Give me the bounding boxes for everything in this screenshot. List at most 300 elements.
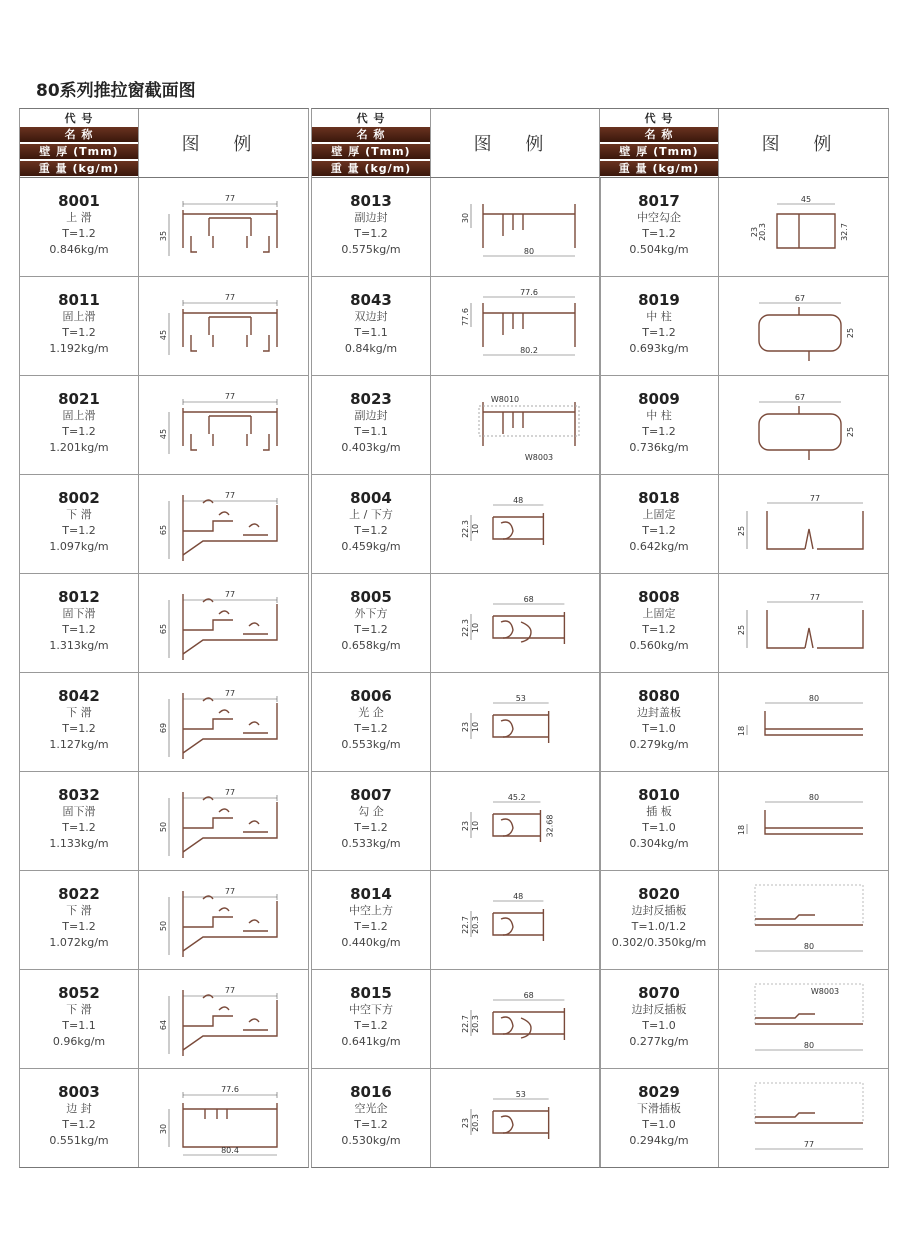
profile-weight: 0.641kg/m: [341, 1035, 401, 1048]
profile-info: [600, 673, 718, 771]
profile-drawing: [138, 178, 308, 276]
profile-thickness: T=1.0: [642, 1118, 676, 1131]
profile-thickness: T=1.2: [354, 821, 388, 834]
profile-weight: 0.533kg/m: [341, 837, 401, 850]
dimension-label: 77: [224, 986, 236, 995]
dimension-label: 77: [224, 887, 236, 896]
table-row: [600, 178, 888, 277]
table-header: [600, 109, 888, 178]
table-row: [20, 178, 308, 277]
dimension-label: 77.6: [461, 308, 470, 326]
dimension-label: 45: [159, 428, 168, 440]
dimension-label: 68: [523, 595, 534, 604]
dimension-label: W8003: [810, 987, 840, 996]
profile-weight: 0.504kg/m: [629, 243, 689, 256]
profile-weight: 1.201kg/m: [49, 441, 109, 454]
profile-info: [600, 772, 718, 870]
profile-code: 8005: [350, 588, 392, 606]
profile-thickness: T=1.2: [642, 623, 676, 636]
profile-name: 勾 企: [358, 805, 384, 818]
profile-code: 8042: [58, 687, 100, 705]
profile-info: [600, 574, 718, 672]
profile-name: 固下滑: [62, 607, 96, 620]
profile-name: 下 滑: [66, 904, 92, 917]
profile-name: 边封反插板: [631, 904, 687, 917]
profile-drawing: [138, 871, 308, 969]
profile-weight: 1.072kg/m: [49, 936, 109, 949]
profile-thickness: T=1.2: [354, 1118, 388, 1131]
profile-name: 中 柱: [646, 409, 672, 422]
profile-weight: 0.302/0.350kg/m: [611, 936, 707, 949]
dimension-label: 22.3: [461, 619, 470, 637]
profile-section-diagram: [719, 673, 887, 771]
profile-drawing: [430, 871, 600, 969]
profile-drawing: [138, 772, 308, 870]
table-row: [312, 277, 600, 376]
profile-name: 固上滑: [62, 409, 96, 422]
table-row: [20, 277, 308, 376]
profile-info: [312, 277, 430, 375]
profile-thickness: T=1.0/1.2: [631, 920, 687, 933]
profile-code: 8019: [638, 291, 680, 309]
profile-weight: 0.846kg/m: [49, 243, 109, 256]
profile-table-3: [599, 108, 889, 1168]
profile-drawing: [430, 673, 600, 771]
header-thickness: 壁 厚 (Tmm): [20, 144, 138, 159]
table-row: [20, 673, 308, 772]
table-row: [20, 871, 308, 970]
dimension-label: 20.3: [471, 1015, 480, 1033]
profile-info: [20, 970, 138, 1068]
profile-name: 下 滑: [66, 508, 92, 521]
header-thickness: 壁 厚 (Tmm): [600, 144, 718, 159]
profile-name: 边封盖板: [637, 706, 681, 719]
profile-section-diagram: [719, 475, 887, 573]
profile-thickness: T=1.2: [354, 722, 388, 735]
table-row: [600, 871, 888, 970]
table-row: [20, 970, 308, 1069]
profile-weight: 0.440kg/m: [341, 936, 401, 949]
header-name: 名 称: [600, 127, 718, 142]
profile-code: 8011: [58, 291, 100, 309]
profile-section-diagram: [139, 970, 307, 1068]
dimension-label: 18: [737, 725, 746, 737]
profile-drawing: [718, 574, 888, 672]
profile-name: 固上滑: [62, 310, 96, 323]
table-row: [600, 376, 888, 475]
dimension-label: 30: [159, 1123, 168, 1135]
table-row: [312, 970, 600, 1069]
dimension-label: 77: [224, 788, 236, 797]
profile-name: 中空上方: [349, 904, 393, 917]
profile-info: [20, 673, 138, 771]
profile-thickness: T=1.2: [62, 227, 96, 240]
dimension-label: 80: [523, 247, 535, 256]
profile-weight: 0.560kg/m: [629, 639, 689, 652]
dimension-label: 68: [523, 991, 534, 1000]
profile-drawing: [430, 475, 600, 573]
profile-thickness: T=1.2: [62, 821, 96, 834]
dimension-label: 32.7: [840, 223, 849, 241]
dimension-label: 65: [159, 623, 168, 635]
table-row: [600, 772, 888, 871]
profile-info: [20, 376, 138, 474]
profile-info: [312, 1069, 430, 1167]
profile-section-diagram: [719, 376, 887, 474]
dimension-label: 48: [513, 496, 524, 505]
profile-drawing: [718, 277, 888, 375]
dimension-label: 10: [471, 820, 480, 832]
profile-info: [600, 376, 718, 474]
table-row: [312, 475, 600, 574]
dimension-label: 45: [800, 195, 812, 204]
profile-thickness: T=1.2: [354, 1019, 388, 1032]
profile-code: 8043: [350, 291, 392, 309]
profile-info: [20, 475, 138, 573]
profile-info: [312, 970, 430, 1068]
profile-weight: 0.553kg/m: [341, 738, 401, 751]
dimension-label: 77: [224, 689, 236, 698]
profile-weight: 0.403kg/m: [341, 441, 401, 454]
profile-info: [20, 871, 138, 969]
profile-code: 8007: [350, 786, 392, 804]
dimension-label: W8010: [490, 395, 520, 404]
dimension-label: 32.68: [545, 814, 555, 838]
profile-thickness: T=1.2: [62, 920, 96, 933]
profile-section-diagram: [139, 178, 307, 276]
profile-weight: 1.133kg/m: [49, 837, 109, 850]
profile-drawing: [718, 772, 888, 870]
table-header: [312, 109, 600, 178]
dimension-label: 77: [224, 194, 236, 203]
dimension-label: 80.2: [520, 346, 538, 355]
profile-info: [20, 1069, 138, 1167]
profile-info: [600, 1069, 718, 1167]
dimension-label: 23: [750, 226, 759, 238]
profile-section-diagram: [139, 772, 307, 870]
profile-section-diagram: [139, 673, 307, 771]
dimension-label: 30: [461, 212, 470, 224]
profile-info: [600, 871, 718, 969]
profile-thickness: T=1.2: [62, 623, 96, 636]
profile-code: 8070: [638, 984, 680, 1002]
profile-code: 8014: [350, 885, 392, 903]
profile-section-diagram: [719, 574, 887, 672]
dimension-label: 25: [846, 426, 855, 438]
header-code: 代 号: [20, 111, 138, 126]
profile-info: [600, 178, 718, 276]
profile-drawing: [430, 772, 600, 870]
dimension-label: 45: [159, 329, 168, 341]
profile-name: 下 滑: [66, 706, 92, 719]
profile-section-diagram: [431, 772, 599, 870]
profile-name: 上固定: [642, 508, 676, 521]
profile-name: 副边封: [354, 211, 388, 224]
table-row: [600, 673, 888, 772]
profile-name: 空光企: [354, 1102, 388, 1115]
profile-section-diagram: [139, 277, 307, 375]
dimension-label: 23: [461, 1117, 470, 1129]
profile-thickness: T=1.2: [642, 425, 676, 438]
profile-weight: 1.192kg/m: [49, 342, 109, 355]
profile-info: [600, 970, 718, 1068]
profile-drawing: [430, 970, 600, 1068]
profile-drawing: [138, 1069, 308, 1167]
profile-code: 8006: [350, 687, 392, 705]
profile-info: [312, 772, 430, 870]
profile-section-diagram: [139, 574, 307, 672]
profile-code: 8015: [350, 984, 392, 1002]
dimension-label: 53: [515, 694, 526, 703]
table-row: [600, 574, 888, 673]
profile-code: 8008: [638, 588, 680, 606]
header-name: 名 称: [20, 127, 138, 142]
profile-name: 边封反插板: [631, 1003, 687, 1016]
dimension-label: 77: [809, 593, 821, 602]
dimension-label: 50: [159, 821, 168, 833]
profile-info: [600, 277, 718, 375]
profile-code: 8003: [58, 1083, 100, 1101]
header-weight: 重 量 (kg/m): [600, 161, 718, 176]
profile-section-diagram: [719, 970, 887, 1068]
profile-drawing: [138, 277, 308, 375]
profile-info: [312, 574, 430, 672]
table-row: [312, 871, 600, 970]
profile-table-1: [19, 108, 309, 1168]
profile-thickness: T=1.2: [354, 524, 388, 537]
profile-code: 8012: [58, 588, 100, 606]
header-weight: 重 量 (kg/m): [312, 161, 430, 176]
profile-thickness: T=1.1: [62, 1019, 96, 1032]
profile-name: 固下滑: [62, 805, 96, 818]
profile-drawing: [718, 673, 888, 771]
profile-name: 外下方: [354, 607, 388, 620]
dimension-label: 80: [803, 942, 815, 951]
profile-weight: 0.642kg/m: [629, 540, 689, 553]
profile-section-diagram: [431, 178, 599, 276]
profile-drawing: [718, 1069, 888, 1167]
profile-thickness: T=1.0: [642, 821, 676, 834]
table-row: [600, 970, 888, 1069]
profile-thickness: T=1.1: [354, 326, 388, 339]
profile-info: [20, 574, 138, 672]
profile-code: 8029: [638, 1083, 680, 1101]
profile-thickness: T=1.2: [354, 920, 388, 933]
profile-info: [20, 178, 138, 276]
table-row: [20, 772, 308, 871]
dimension-label: 77.6: [221, 1085, 239, 1094]
profile-section-diagram: [431, 376, 599, 474]
profile-info: [20, 772, 138, 870]
profile-weight: 0.736kg/m: [629, 441, 689, 454]
table-row: [600, 277, 888, 376]
profile-thickness: T=1.2: [642, 227, 676, 240]
profile-drawing: [430, 1069, 600, 1167]
profile-drawing: [718, 178, 888, 276]
table-row: [312, 1069, 600, 1167]
profile-info: [312, 376, 430, 474]
profile-drawing: [430, 376, 600, 474]
header-weight: 重 量 (kg/m): [20, 161, 138, 176]
profile-name: 副边封: [354, 409, 388, 422]
header-legend: 图 例: [138, 109, 308, 177]
profile-code: 8021: [58, 390, 100, 408]
profile-info: [600, 475, 718, 573]
dimension-label: 25: [737, 624, 746, 636]
dimension-label: 77: [224, 491, 236, 500]
header-name: 名 称: [312, 127, 430, 142]
profile-code: 8022: [58, 885, 100, 903]
profile-code: 8009: [638, 390, 680, 408]
profile-info: [312, 673, 430, 771]
profile-code: 8020: [638, 885, 680, 903]
profile-section-diagram: [719, 178, 887, 276]
profile-section-diagram: [431, 574, 599, 672]
profile-name: 中空下方: [349, 1003, 393, 1016]
profile-weight: 0.304kg/m: [629, 837, 689, 850]
profile-weight: 0.693kg/m: [629, 342, 689, 355]
profile-section-diagram: [431, 871, 599, 969]
profile-code: 8080: [638, 687, 680, 705]
profile-weight: 1.097kg/m: [49, 540, 109, 553]
profile-drawing: [138, 475, 308, 573]
dimension-label: 80: [808, 694, 820, 703]
profile-drawing: [718, 376, 888, 474]
dimension-label: W8003: [524, 453, 554, 462]
profile-drawing: [718, 475, 888, 573]
dimension-label: 77: [224, 392, 236, 401]
profile-code: 8004: [350, 489, 392, 507]
dimension-label: 23: [461, 820, 470, 832]
table-row: [312, 376, 600, 475]
profile-section-diagram: [719, 277, 887, 375]
dimension-label: 77: [803, 1140, 815, 1149]
header-code: 代 号: [600, 111, 718, 126]
profile-thickness: T=1.2: [62, 425, 96, 438]
profile-thickness: T=1.2: [354, 227, 388, 240]
dimension-label: 20.3: [471, 916, 480, 934]
dimension-label: 23: [461, 721, 470, 733]
profile-name: 边 封: [66, 1102, 92, 1115]
dimension-label: 10: [471, 721, 480, 733]
table-row: [600, 475, 888, 574]
profile-code: 8017: [638, 192, 680, 210]
profile-drawing: [430, 178, 600, 276]
profile-drawing: [430, 574, 600, 672]
profile-weight: 0.84kg/m: [344, 342, 398, 355]
profile-drawing: [138, 970, 308, 1068]
dimension-label: 67: [794, 393, 806, 402]
profile-weight: 0.530kg/m: [341, 1134, 401, 1147]
profile-info: [20, 277, 138, 375]
dimension-label: 25: [846, 327, 855, 339]
dimension-label: 80: [803, 1041, 815, 1050]
profile-thickness: T=1.2: [62, 722, 96, 735]
profile-name: 上固定: [642, 607, 676, 620]
profile-thickness: T=1.2: [62, 524, 96, 537]
dimension-label: 50: [159, 920, 168, 932]
dimension-label: 22.7: [461, 916, 470, 934]
dimension-label: 65: [159, 524, 168, 536]
profile-weight: 0.575kg/m: [341, 243, 401, 256]
profile-code: 8052: [58, 984, 100, 1002]
profile-code: 8001: [58, 192, 100, 210]
profile-section-diagram: [139, 871, 307, 969]
profile-name: 插 板: [646, 805, 672, 818]
profile-thickness: T=1.0: [642, 1019, 676, 1032]
profile-thickness: T=1.2: [62, 326, 96, 339]
table-row: [20, 1069, 308, 1167]
table-row: [312, 673, 600, 772]
header-thickness: 壁 厚 (Tmm): [312, 144, 430, 159]
dimension-label: 64: [159, 1019, 168, 1031]
header-legend: 图 例: [718, 109, 888, 177]
dimension-label: 67: [794, 294, 806, 303]
profile-drawing: [718, 970, 888, 1068]
dimension-label: 45.2: [507, 793, 526, 802]
dimension-label: 48: [513, 892, 524, 901]
profile-table-2: [311, 108, 601, 1168]
dimension-label: 77: [809, 494, 821, 503]
table-row: [312, 772, 600, 871]
profile-name: 上 滑: [66, 211, 92, 224]
profile-drawing: [138, 574, 308, 672]
profile-drawing: [430, 277, 600, 375]
dimension-label: 77: [224, 293, 236, 302]
profile-thickness: T=1.2: [354, 623, 388, 636]
header-code: 代 号: [312, 111, 430, 126]
profile-info: [312, 475, 430, 573]
profile-section-diagram: [719, 871, 887, 969]
profile-name: 双边封: [354, 310, 388, 323]
profile-section-diagram: [431, 673, 599, 771]
profile-name: 下 滑: [66, 1003, 92, 1016]
dimension-label: 77: [224, 590, 236, 599]
table-row: [20, 574, 308, 673]
dimension-label: 20.3: [758, 223, 767, 241]
table-row: [20, 376, 308, 475]
profile-section-diagram: [431, 1069, 599, 1167]
profile-thickness: T=1.2: [62, 1118, 96, 1131]
profile-weight: 1.313kg/m: [49, 639, 109, 652]
profile-weight: 0.459kg/m: [341, 540, 401, 553]
dimension-label: 10: [471, 622, 480, 634]
profile-drawing: [138, 376, 308, 474]
table-row: [312, 574, 600, 673]
table-row: [20, 475, 308, 574]
profile-weight: 0.96kg/m: [52, 1035, 106, 1048]
profile-code: 8016: [350, 1083, 392, 1101]
profile-name: 中 柱: [646, 310, 672, 323]
profile-section-diagram: [139, 475, 307, 573]
profile-section-diagram: [719, 1069, 887, 1167]
profile-weight: 0.279kg/m: [629, 738, 689, 751]
profile-drawing: [138, 673, 308, 771]
dimension-label: 80: [808, 793, 820, 802]
profile-section-diagram: [431, 277, 599, 375]
profile-section-diagram: [139, 376, 307, 474]
profile-thickness: T=1.1: [354, 425, 388, 438]
dimension-label: 53: [515, 1090, 526, 1099]
dimension-label: 22.3: [461, 520, 470, 538]
profile-thickness: T=1.0: [642, 722, 676, 735]
profile-code: 8002: [58, 489, 100, 507]
dimension-label: 22.7: [461, 1015, 470, 1033]
profile-section-diagram: [139, 1069, 307, 1167]
profile-weight: 0.294kg/m: [629, 1134, 689, 1147]
profile-weight: 1.127kg/m: [49, 738, 109, 751]
profile-code: 8023: [350, 390, 392, 408]
